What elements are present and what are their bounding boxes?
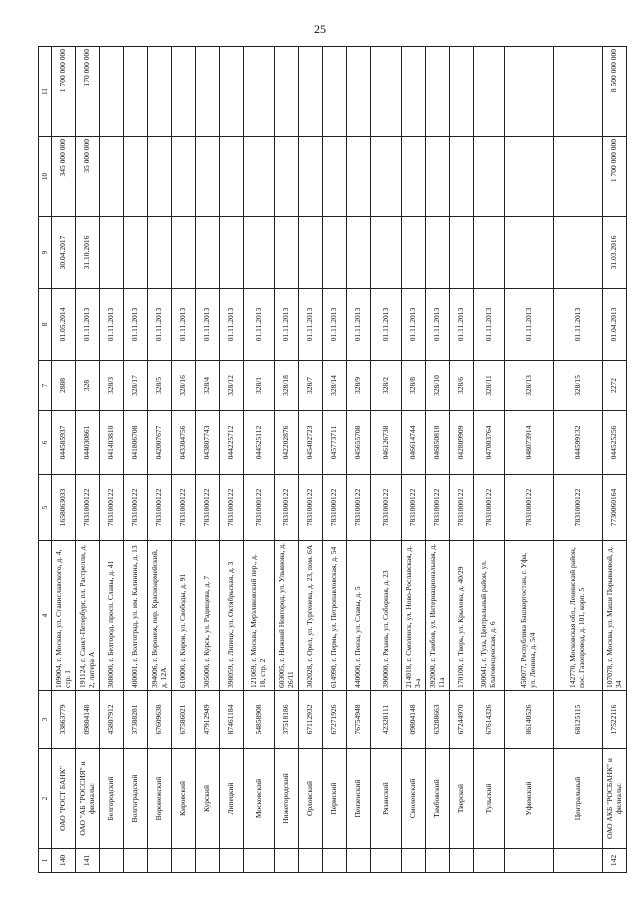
cell-col-7: 328/11 [474, 361, 505, 411]
cell-col-11 [505, 47, 554, 137]
cell-col-2: Тверской [450, 749, 474, 849]
table-row [371, 47, 402, 873]
cell-col-4: 308000, г. Белгород, просп. Славы, д. 41 [100, 541, 124, 691]
table-body [52, 47, 627, 873]
cell-col-6: 042202876 [275, 411, 299, 475]
bank-registry-table [38, 46, 627, 873]
cell-col-2: Белгородский [100, 749, 124, 849]
cell-col-10 [402, 137, 426, 217]
cell-col-10 [505, 137, 554, 217]
page-number: 25 [314, 22, 326, 36]
cell-col-11 [100, 47, 124, 137]
cell-col-4: 214018, г. Смоленск, ул. Ново-Рославская, д. 3-а [402, 541, 426, 691]
cell-col-6: 045773711 [323, 411, 347, 475]
table-row [450, 47, 474, 873]
cell-col-10 [148, 137, 172, 217]
cell-col-4: 398059, г. Липецк, ул. Октябрьская, д. 3 [220, 541, 244, 691]
cell-col-4: 450077, Республика Башкортостан, г. Уфа, ул. Ленина, д. 5/4 [505, 541, 554, 691]
cell-col-1 [554, 849, 603, 873]
cell-col-1 [244, 849, 275, 873]
cell-col-3: 37518186 [275, 691, 299, 749]
cell-col-7: 328/7 [299, 361, 323, 411]
cell-col-10 [474, 137, 505, 217]
column-number-header [39, 47, 52, 873]
cell-col-3: 54858908 [244, 691, 275, 749]
cell-col-3: 76754948 [347, 691, 371, 749]
cell-col-7: 328/1 [244, 361, 275, 411]
cell-col-4: 305000, г. Курск, ул. Радищева, д. 7 [196, 541, 220, 691]
cell-col-10 [196, 137, 220, 217]
cell-col-8: 01.11.2013 [323, 289, 347, 361]
column-header-7: 7 [39, 361, 52, 411]
cell-col-5: 7831000122 [76, 475, 100, 541]
cell-col-9 [554, 217, 603, 289]
column-header-9: 9 [39, 217, 52, 289]
table-row [124, 47, 148, 873]
cell-col-9 [172, 217, 196, 289]
cell-col-8: 01.11.2013 [371, 289, 402, 361]
cell-col-10 [244, 137, 275, 217]
cell-col-11 [299, 47, 323, 137]
cell-col-3: 47912949 [196, 691, 220, 749]
cell-col-9: 31.03.2016 [603, 217, 627, 289]
cell-col-10 [275, 137, 299, 217]
table-row [505, 47, 554, 873]
cell-col-3: 87461184 [220, 691, 244, 749]
cell-col-5: 1658063033 [52, 475, 76, 541]
cell-col-10: 35 000 000 [76, 137, 100, 217]
cell-col-2: Уфимский [505, 749, 554, 849]
cell-col-10 [347, 137, 371, 217]
cell-col-2: Орловский [299, 749, 323, 849]
cell-col-8: 01.11.2013 [124, 289, 148, 361]
cell-col-10 [299, 137, 323, 217]
cell-col-8: 01.11.2013 [347, 289, 371, 361]
table-row [299, 47, 323, 873]
column-header-5: 5 [39, 475, 52, 541]
cell-col-5: 7831000122 [244, 475, 275, 541]
cell-col-9 [505, 217, 554, 289]
cell-col-5: 7831000122 [124, 475, 148, 541]
table-row [172, 47, 196, 873]
cell-col-10 [124, 137, 148, 217]
table-row [220, 47, 244, 873]
cell-col-1: 141 [76, 849, 100, 873]
cell-col-1 [371, 849, 402, 873]
cell-col-1 [148, 849, 172, 873]
cell-col-7: 328/2 [371, 361, 402, 411]
cell-col-1: 140 [52, 849, 76, 873]
cell-col-10 [426, 137, 450, 217]
cell-col-10 [371, 137, 402, 217]
table-row [52, 47, 76, 873]
cell-col-6: 042007677 [148, 411, 172, 475]
cell-col-1 [450, 849, 474, 873]
cell-col-11 [196, 47, 220, 137]
cell-col-11 [323, 47, 347, 137]
cell-col-11 [244, 47, 275, 137]
cell-col-2: Воронежский [148, 749, 172, 849]
cell-col-8: 01.11.2013 [220, 289, 244, 361]
cell-col-6: 047003764 [474, 411, 505, 475]
cell-col-11 [402, 47, 426, 137]
cell-col-2: ОАО "РОСТ БАНК" [52, 749, 76, 849]
cell-col-3: 45807912 [100, 691, 124, 749]
cell-col-10 [554, 137, 603, 217]
cell-col-6: 044585937 [52, 411, 76, 475]
cell-col-10 [220, 137, 244, 217]
cell-col-6: 045655708 [347, 411, 371, 475]
cell-col-5: 7831000122 [323, 475, 347, 541]
cell-col-1 [100, 849, 124, 873]
cell-col-7: 328/16 [172, 361, 196, 411]
cell-col-9 [402, 217, 426, 289]
cell-col-6: 046126738 [371, 411, 402, 475]
cell-col-3: 68125115 [554, 691, 603, 749]
cell-col-1 [172, 849, 196, 873]
cell-col-7: 328 [76, 361, 100, 411]
cell-col-6: 048073914 [505, 411, 554, 475]
cell-col-11 [124, 47, 148, 137]
column-header-11: 11 [39, 47, 52, 137]
cell-col-3: 67614326 [474, 691, 505, 749]
cell-col-2: ОАО АКБ "РОСБАНК" и филиалы: [603, 749, 627, 849]
cell-col-5: 7831000122 [299, 475, 323, 541]
cell-col-8: 01.11.2013 [76, 289, 100, 361]
cell-col-5: 7831000122 [196, 475, 220, 541]
document-page [38, 47, 623, 873]
cell-col-7: 328/10 [426, 361, 450, 411]
cell-col-9 [244, 217, 275, 289]
cell-col-2: Кировский [172, 749, 196, 849]
cell-col-9: 30.04.2017 [52, 217, 76, 289]
cell-col-9 [371, 217, 402, 289]
cell-col-6: 044030861 [76, 411, 100, 475]
cell-col-5: 7831000122 [347, 475, 371, 541]
cell-col-7: 328/6 [450, 361, 474, 411]
cell-col-5: 7831000122 [275, 475, 299, 541]
cell-col-8: 01.04.2013 [603, 289, 627, 361]
table-row [100, 47, 124, 873]
cell-col-6: 046850810 [426, 411, 450, 475]
cell-col-2: Рязанский [371, 749, 402, 849]
cell-col-6: 044525256 [603, 411, 627, 475]
cell-col-4: 170100, г. Тверь, ул. Крылова, д. 40/29 [450, 541, 474, 691]
cell-col-1 [505, 849, 554, 873]
column-header-3: 3 [39, 691, 52, 749]
cell-col-8: 01.11.2013 [244, 289, 275, 361]
cell-col-6: 044225712 [220, 411, 244, 475]
table-row [244, 47, 275, 873]
cell-col-7: 328/17 [124, 361, 148, 411]
cell-col-3: 09804148 [402, 691, 426, 749]
cell-col-11 [554, 47, 603, 137]
cell-col-5: 7730060164 [603, 475, 627, 541]
cell-col-7: 328/9 [347, 361, 371, 411]
cell-col-6: 045402723 [299, 411, 323, 475]
cell-col-4: 400001, г. Волгоград, ул. им. Калинина, д. 13 [124, 541, 148, 691]
rotated-table-container [38, 47, 623, 873]
cell-col-4: 440000, г. Пенза, ул. Славы, д. 5 [347, 541, 371, 691]
cell-col-1 [275, 849, 299, 873]
cell-col-5: 7831000122 [371, 475, 402, 541]
cell-col-8: 01.11.2013 [275, 289, 299, 361]
cell-col-10: 345 000 000 [52, 137, 76, 217]
cell-col-9 [450, 217, 474, 289]
cell-col-4: 300041, г. Тула, Центральный район, ул. Благовещенская, д. 6 [474, 541, 505, 691]
cell-col-9 [474, 217, 505, 289]
cell-col-4: 142770, Московская обл., Ленинский район, пос. Газопровод, д. 101, корп. 5 [554, 541, 603, 691]
cell-col-10 [450, 137, 474, 217]
cell-col-3: 37388281 [124, 691, 148, 749]
table-row [76, 47, 100, 873]
cell-col-10 [100, 137, 124, 217]
cell-col-8: 01.11.2013 [505, 289, 554, 361]
cell-col-7: 328/4 [196, 361, 220, 411]
cell-col-5: 7831000122 [554, 475, 603, 541]
table-row [196, 47, 220, 873]
cell-col-10 [323, 137, 347, 217]
cell-col-5: 7831000122 [220, 475, 244, 541]
table-row [603, 47, 627, 873]
cell-col-5: 7831000122 [100, 475, 124, 541]
cell-col-2: Липецкий [220, 749, 244, 849]
cell-col-8: 01.11.2013 [402, 289, 426, 361]
cell-col-9 [299, 217, 323, 289]
cell-col-5: 7831000122 [450, 475, 474, 541]
column-header-8: 8 [39, 289, 52, 361]
cell-col-2: Тамбовский [426, 749, 450, 849]
cell-col-8: 01.11.2013 [426, 289, 450, 361]
cell-col-8: 01.11.2013 [100, 289, 124, 361]
cell-col-11 [474, 47, 505, 137]
cell-col-4: 390000, г. Рязань, ул. Соборная, д. 23 [371, 541, 402, 691]
cell-col-7: 328/15 [554, 361, 603, 411]
table-row [323, 47, 347, 873]
column-header-2: 2 [39, 749, 52, 849]
table-row [275, 47, 299, 873]
cell-col-1 [323, 849, 347, 873]
cell-col-2: Тульский [474, 749, 505, 849]
cell-col-10 [172, 137, 196, 217]
column-header-10: 10 [39, 137, 52, 217]
cell-col-9 [148, 217, 172, 289]
cell-col-7: 328/5 [148, 361, 172, 411]
column-header-6: 6 [39, 411, 52, 475]
cell-col-5: 7831000122 [505, 475, 554, 541]
cell-col-4: 107078, г. Москва, ул. Маши Порываевой, д. 34 [603, 541, 627, 691]
cell-col-11: 8 500 000 000 [603, 47, 627, 137]
cell-col-3: 63288663 [426, 691, 450, 749]
cell-col-7: 2888 [52, 361, 76, 411]
cell-col-2: Курский [196, 749, 220, 849]
cell-col-3: 86140526 [505, 691, 554, 749]
cell-col-3: 42328111 [371, 691, 402, 749]
cell-col-1 [196, 849, 220, 873]
cell-col-4: 302028, г. Орел, ул. Тургенева, д. 23, пом. 6А [299, 541, 323, 691]
cell-col-3: 33863779 [52, 691, 76, 749]
cell-col-2: Смоленский [402, 749, 426, 849]
cell-col-3: 67244970 [450, 691, 474, 749]
cell-col-11 [450, 47, 474, 137]
cell-col-9 [426, 217, 450, 289]
cell-col-3: 67112932 [299, 691, 323, 749]
cell-col-3: 67586021 [172, 691, 196, 749]
table-row [402, 47, 426, 873]
cell-col-11: 170 000 000 [76, 47, 100, 137]
column-header-1: 1 [39, 849, 52, 873]
cell-col-2: Центральный [554, 749, 603, 849]
cell-col-4: 109004, г. Москва, ул. Станиславского, д. 4, стр. 1 [52, 541, 76, 691]
cell-col-9 [100, 217, 124, 289]
cell-col-2: Волгоградский [124, 749, 148, 849]
cell-col-11 [220, 47, 244, 137]
cell-col-3: 67609638 [148, 691, 172, 749]
cell-col-5: 7831000122 [172, 475, 196, 541]
cell-col-11 [347, 47, 371, 137]
cell-col-8: 01.11.2013 [196, 289, 220, 361]
cell-col-11 [426, 47, 450, 137]
cell-col-8: 01.11.2013 [172, 289, 196, 361]
cell-col-5: 7831000122 [426, 475, 450, 541]
cell-col-9: 31.10.2016 [76, 217, 100, 289]
cell-col-4: 121069, г. Москва, Мерзляковский пер., д. 18, стр. 2 [244, 541, 275, 691]
cell-col-8: 01.11.2013 [299, 289, 323, 361]
cell-col-4: 392000, г. Тамбов, ул. Интернациональная, д. 11а [426, 541, 450, 691]
table-row [554, 47, 603, 873]
cell-col-1 [474, 849, 505, 873]
cell-col-9 [124, 217, 148, 289]
cell-col-8: 01.11.2013 [554, 289, 603, 361]
cell-col-4: 603005, г. Нижний Новгород, ул. Ульянова, д. 26/11 [275, 541, 299, 691]
cell-col-2: Московский [244, 749, 275, 849]
cell-col-11 [148, 47, 172, 137]
cell-col-7: 328/3 [100, 361, 124, 411]
cell-col-6: 044525112 [244, 411, 275, 475]
cell-col-3: 67271926 [323, 691, 347, 749]
cell-col-4: 394006, г. Воронеж, пер. Красноармейский, д. 12А [148, 541, 172, 691]
cell-col-1 [299, 849, 323, 873]
table-row [474, 47, 505, 873]
table-row [148, 47, 172, 873]
cell-col-1 [402, 849, 426, 873]
cell-col-7: 328/18 [275, 361, 299, 411]
cell-col-6: 041403810 [100, 411, 124, 475]
cell-col-6: 046614744 [402, 411, 426, 475]
cell-col-2: ОАО "АБ "РОССИЯ" и филиалы: [76, 749, 100, 849]
table-row [426, 47, 450, 873]
cell-col-11 [172, 47, 196, 137]
cell-col-6: 043304756 [172, 411, 196, 475]
cell-col-8: 01.11.2013 [474, 289, 505, 361]
cell-col-3: 17522116 [603, 691, 627, 749]
cell-col-9 [275, 217, 299, 289]
cell-col-2: Пензенский [347, 749, 371, 849]
cell-col-7: 328/12 [220, 361, 244, 411]
cell-col-11 [371, 47, 402, 137]
cell-col-1 [124, 849, 148, 873]
cell-col-11 [275, 47, 299, 137]
cell-col-5: 7831000122 [402, 475, 426, 541]
cell-col-5: 7831000122 [148, 475, 172, 541]
cell-col-8: 01.11.2013 [148, 289, 172, 361]
cell-col-2: Пермский [323, 749, 347, 849]
cell-col-9 [220, 217, 244, 289]
cell-col-6: 044599132 [554, 411, 603, 475]
cell-col-2: Нижегородский [275, 749, 299, 849]
cell-col-1 [220, 849, 244, 873]
cell-col-1 [426, 849, 450, 873]
cell-col-9 [323, 217, 347, 289]
cell-col-9 [196, 217, 220, 289]
cell-col-4: 614990, г. Пермь, ул. Петропавловская, д. 54 [323, 541, 347, 691]
cell-col-1: 142 [603, 849, 627, 873]
cell-col-7: 328/13 [505, 361, 554, 411]
cell-col-9 [347, 217, 371, 289]
cell-col-11: 1 700 000 000 [52, 47, 76, 137]
cell-col-1 [347, 849, 371, 873]
cell-col-10: 1 700 000 000 [603, 137, 627, 217]
cell-col-8: 01.05.2014 [52, 289, 76, 361]
column-header-4: 4 [39, 541, 52, 691]
cell-col-4: 191124, г. Санкт-Петербург, пл. Растрелли, д. 2, литера А [76, 541, 100, 691]
cell-col-7: 328/14 [323, 361, 347, 411]
cell-col-7: 328/8 [402, 361, 426, 411]
table-row [347, 47, 371, 873]
cell-col-8: 01.11.2013 [450, 289, 474, 361]
cell-col-3: 09804148 [76, 691, 100, 749]
cell-col-6: 042809909 [450, 411, 474, 475]
cell-col-4: 610000, г. Киров, ул. Свободы, д. 91 [172, 541, 196, 691]
cell-col-5: 7831000122 [474, 475, 505, 541]
cell-col-6: 041806708 [124, 411, 148, 475]
cell-col-7: 2272 [603, 361, 627, 411]
cell-col-6: 043807743 [196, 411, 220, 475]
